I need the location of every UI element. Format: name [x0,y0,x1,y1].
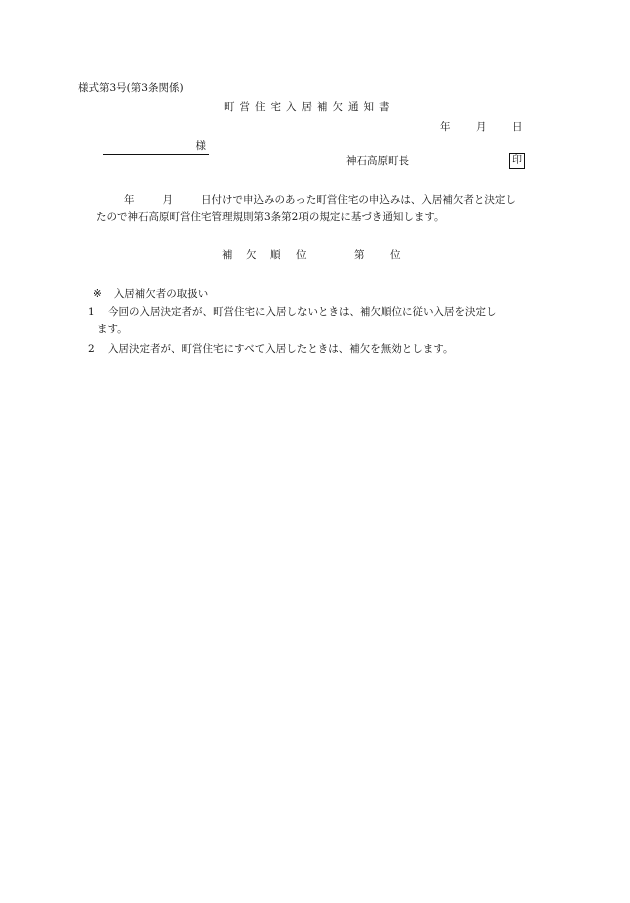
body-text-1: 日付けで申込みのあった町営住宅の申込みは、入居補欠者と決定し [201,194,516,206]
rank-char-5: 第 [354,249,365,261]
body-line-2: たので神石高原町営住宅管理規則第3条第2項の規定に基づき通知します。 [96,211,445,223]
date-year: 年 [440,121,451,133]
date-month: 月 [476,121,487,133]
note-1-number: 1 [88,306,95,318]
notes-heading-text: 入居補欠者の取扱い [113,288,209,300]
rank-char-4: 位 [296,249,307,261]
addressee-suffix: 様 [195,140,206,152]
note-item-2 [88,343,453,356]
issuer-name: 神石高原町長 [346,155,409,167]
rank-char-1: 補 [222,249,233,261]
reference-mark-icon: ※ [93,288,102,300]
addressee-field [103,140,209,155]
note-2-number: 2 [88,343,95,355]
form-number: 様式第3号(第3条関係) [78,82,184,94]
body-month: 月 [162,194,173,206]
date-day: 日 [512,121,523,133]
note-2-text: 入居決定者が、町営住宅にすべて入居したときは、補欠を無効とします。 [108,343,454,355]
note-item-1-continued: ます。 [97,323,128,335]
rank-char-3: 順 [270,249,281,261]
rank-char-2: 欠 [246,249,257,261]
note-1-text: 今回の入居決定者が、町営住宅に入居しないときは、補欠順位に従い入居を決定し [108,306,497,318]
body-year: 年 [124,194,135,206]
rank-char-6: 位 [390,249,401,261]
seal-box: 印 [509,153,525,169]
note-item-1 [88,306,497,319]
notes-heading [93,288,208,301]
body-line-1 [124,194,516,207]
document-title: 町営住宅入居補欠通知書 [224,101,395,113]
